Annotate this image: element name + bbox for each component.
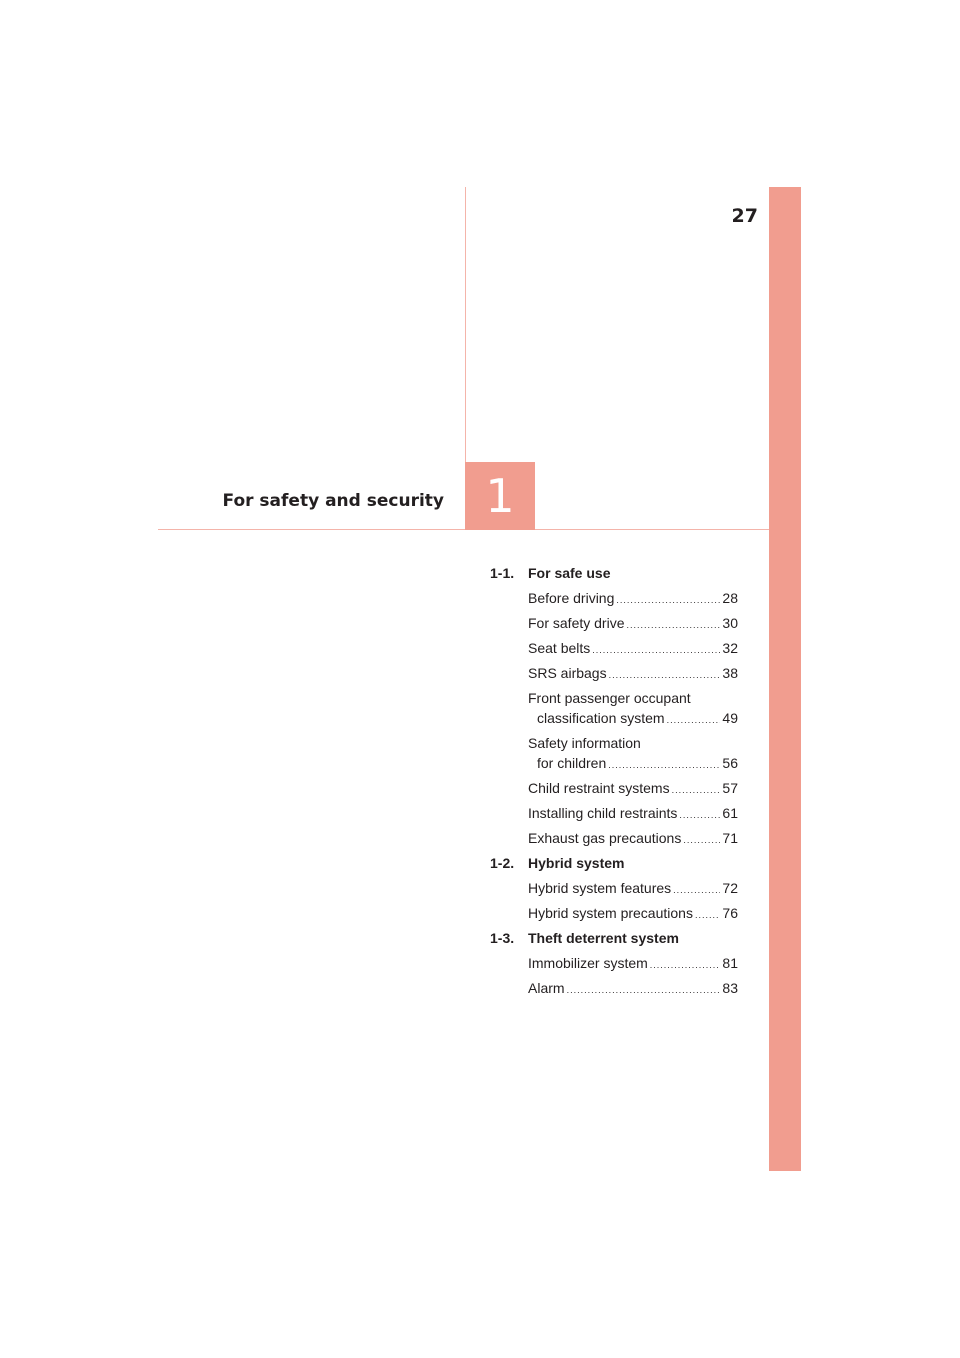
entry-page: 72: [722, 880, 738, 896]
entry-page: 76: [722, 905, 738, 921]
dot-leader: [567, 980, 721, 1000]
dot-leader: [667, 710, 721, 730]
toc-entry[interactable]: [528, 613, 738, 633]
section-heading[interactable]: [490, 928, 738, 948]
chapter-number-box: 1: [465, 462, 535, 530]
dot-leader: [679, 805, 720, 825]
toc-entry[interactable]: [528, 663, 738, 683]
entry-title-continued: for children: [537, 755, 607, 771]
entry-page: 30: [722, 615, 738, 631]
dot-leader: [609, 665, 721, 685]
entry-page: 61: [722, 805, 738, 821]
entry-page: 28: [722, 590, 738, 606]
dot-leader: [673, 880, 720, 900]
entry-title-continued: classification system: [537, 710, 665, 726]
section-number: 1-3.: [490, 930, 515, 946]
dot-leader: [616, 590, 720, 610]
toc-entry[interactable]: [528, 688, 738, 728]
section-title: Theft deterrent system: [528, 930, 679, 946]
toc-entry[interactable]: [528, 953, 738, 973]
dot-leader: [650, 955, 721, 975]
toc-entry[interactable]: [528, 803, 738, 823]
entry-title: Installing child restraints: [528, 805, 678, 821]
section-heading[interactable]: [490, 563, 738, 583]
dot-leader: [608, 755, 720, 775]
entry-title: Before driving: [528, 590, 615, 606]
section-number: 1-2.: [490, 855, 515, 871]
toc-entry[interactable]: [528, 588, 738, 608]
entry-title: Child restraint systems: [528, 780, 670, 796]
entry-page: 32: [722, 640, 738, 656]
horizontal-divider: [158, 529, 769, 530]
toc-entry[interactable]: [528, 878, 738, 898]
entry-title: Safety information: [528, 735, 641, 751]
section-title: Hybrid system: [528, 855, 625, 871]
entry-title: SRS airbags: [528, 665, 607, 681]
chapter-title: For safety and security: [222, 491, 444, 511]
page-number: 27: [731, 205, 758, 227]
vertical-divider: [465, 187, 466, 462]
toc-entry[interactable]: [528, 903, 738, 923]
toc-entry[interactable]: [528, 638, 738, 658]
toc-entry[interactable]: [528, 828, 738, 848]
entry-title: Immobilizer system: [528, 955, 648, 971]
toc-entry[interactable]: [528, 778, 738, 798]
dot-leader: [683, 830, 720, 850]
section-heading[interactable]: [490, 853, 738, 873]
entry-page: 81: [722, 955, 738, 971]
entry-title: Alarm: [528, 980, 565, 996]
entry-title: Front passenger occupant: [528, 690, 691, 706]
entry-page: 83: [722, 980, 738, 996]
section-number: 1-1.: [490, 565, 515, 581]
entry-title: For safety drive: [528, 615, 625, 631]
entry-title: Hybrid system precautions: [528, 905, 693, 921]
toc-entry[interactable]: [528, 978, 738, 998]
entry-page: 71: [722, 830, 738, 846]
section-title: For safe use: [528, 565, 611, 581]
table-of-contents: [490, 563, 738, 1003]
chapter-side-tab: [769, 187, 801, 1171]
toc-entry[interactable]: [528, 733, 738, 773]
toc-section: [490, 928, 738, 998]
entry-title: Seat belts: [528, 640, 591, 656]
dot-leader: [695, 905, 720, 925]
toc-section: [490, 563, 738, 848]
entry-title: Hybrid system features: [528, 880, 672, 896]
entry-title: Exhaust gas precautions: [528, 830, 682, 846]
dot-leader: [672, 780, 721, 800]
entry-page: 56: [722, 755, 738, 771]
entry-page: 49: [722, 710, 738, 726]
dot-leader: [592, 640, 720, 660]
toc-section: [490, 853, 738, 923]
entry-page: 57: [722, 780, 738, 796]
entry-page: 38: [722, 665, 738, 681]
dot-leader: [626, 615, 720, 635]
